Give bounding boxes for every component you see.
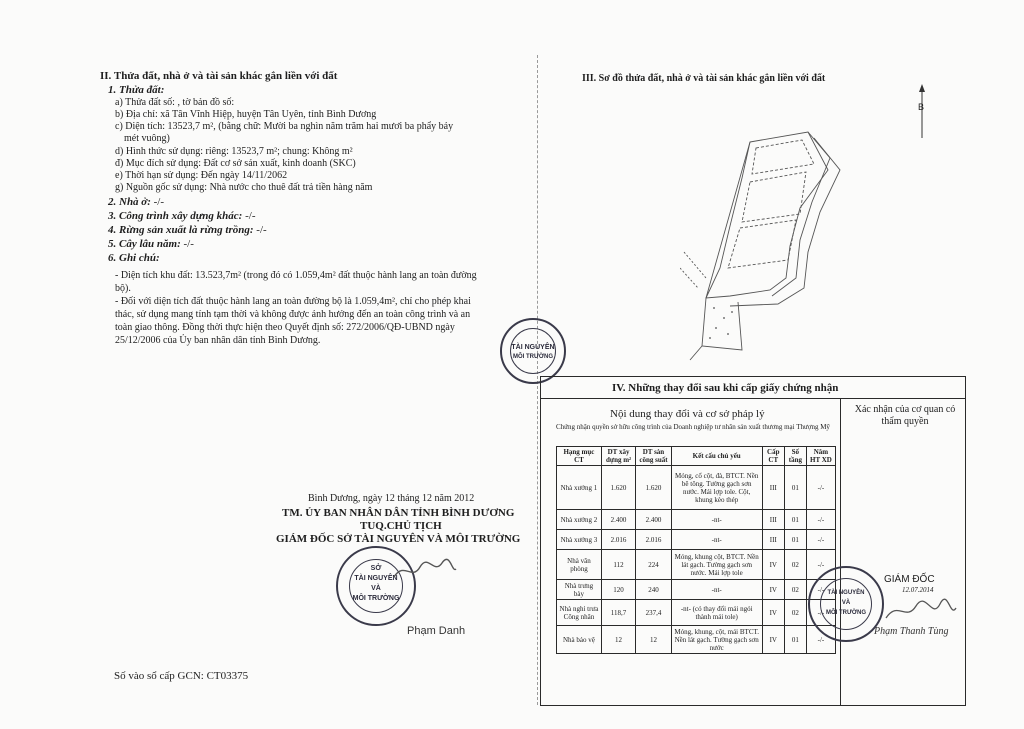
land-line: c) Diện tích: 13523,7 m², (bằng chữ: Mười ba nghìn năm trăm hai mươi ba phẩy bảy [115, 121, 454, 132]
director-date: 12.07.2014 [902, 586, 934, 594]
official-seal-right: TÀI NGUYÊN VÀ MÔI TRƯỜNG [808, 566, 884, 642]
table-header-row [557, 447, 836, 466]
register-number: Số vào sổ cấp GCN: CT03375 [114, 670, 249, 682]
th-floors: Số tầng [784, 447, 806, 466]
director-signer-name: Phạm Thanh Tùng [874, 626, 949, 637]
table-row: Nhà xưởng 2 2.400 2.400 -nt- III 01 -/- [557, 510, 836, 530]
note-line: bộ). [115, 283, 131, 294]
item-notes: 6. Ghi chú: [108, 252, 160, 264]
divider [540, 398, 966, 399]
issue-date: Bình Dương, ngày 12 tháng 12 năm 2012 [308, 493, 475, 504]
note-line: toàn giao thông. Đồng thời thực hiện theo Quyết định số: 272/2006/QĐ-UBND ngày [115, 322, 455, 333]
signer-name-left: Phạm Danh [407, 625, 466, 637]
note-line: - Đối với diện tích đất thuộc hành lang an toàn đường bộ là 1.059,4m², chỉ cho phép khai [115, 296, 471, 307]
table-row: Nhà xưởng 1 1.620 1.620 Móng, cổ cột, đà, BTCT. Nền bê tông. Tường gạch sơn nước. Mái lợp tole. Cột, khung kèo thép III 01 -/- [557, 466, 836, 510]
table-row: Nhà trưng bày 120 240 -nt- IV 02 -/- [557, 580, 836, 600]
note-line: 25/12/2006 của Ủy ban nhân dân tỉnh Bình Dương. [115, 335, 321, 346]
north-arrow-icon [906, 82, 930, 142]
section-iv-title: IV. Những thay đổi sau khi cấp giấy chứng nhận [612, 382, 839, 394]
col-confirm-header: Xác nhận của cơ quan có thẩm quyền [854, 404, 956, 427]
note-line: - Diện tích khu đất: 13.523,7m² (trong đó có 1.059,4m² đất thuộc hành lang an toàn đường [115, 270, 477, 281]
th-build-area: DT xây dựng m² [601, 447, 635, 466]
director-label: GIÁM ĐỐC [884, 574, 935, 585]
construction-table [556, 446, 836, 654]
land-line: e) Thời hạn sử dụng: Đến ngày 14/11/2062 [115, 170, 288, 181]
table-row: Nhà xưởng 3 2.016 2.016 -nt- III 01 -/- [557, 530, 836, 550]
land-line: b) Địa chỉ: xã Tân Vĩnh Hiệp, huyện Tân Uyên, tỉnh Bình Dương [115, 109, 377, 120]
table-row: Nhà nghỉ trưa Công nhân 118,7 237,4 -nt- (có thay đổi mái ngói thành mái tole) IV 02 -/- [557, 600, 836, 626]
official-seal-fold: TÀI NGUYÊN MÔI TRƯỜNG [500, 318, 566, 384]
land-line: g) Nguồn gốc sử dụng: Nhà nước cho thuê đất trả tiền hàng năm [115, 182, 373, 193]
official-seal-left: SỞ TÀI NGUYÊN VÀ MÔI TRƯỜNG [336, 546, 416, 626]
item-other-construction: 3. Công trình xây dựng khác: -/- [108, 210, 256, 222]
land-line: mét vuông) [124, 133, 170, 144]
th-year: Năm HT XD [806, 447, 835, 466]
signature-right [880, 596, 960, 626]
authority-line-2: TUQ.CHỦ TỊCH [360, 520, 442, 532]
land-parcel-heading: 1. Thửa đất: [108, 84, 165, 96]
col-content-header: Nội dung thay đổi và cơ sở pháp lý [610, 408, 765, 420]
column-divider [840, 398, 841, 706]
note-line: thác, sử dụng mang tính tạm thời và không được ảnh hưởng đến an toàn công trình và an [115, 309, 471, 320]
th-structure: Kết cấu chủ yếu [671, 447, 762, 466]
land-line: đ) Mục đích sử dụng: Đất cơ sở sản xuất, kinh doanh (SKC) [115, 158, 356, 169]
th-item: Hạng mục CT [557, 447, 602, 466]
item-perennial-trees: 5. Cây lâu năm: -/- [108, 238, 194, 250]
land-line: d) Hình thức sử dụng: riêng: 13523,7 m²; chung: Không m² [115, 146, 353, 157]
parcel-diagram [680, 128, 860, 370]
certification-note: Chứng nhận quyền sở hữu công trình của Doanh nghiệp tư nhân sản xuất thương mại Thượng Mỹ [556, 423, 830, 431]
th-grade: Cấp CT [762, 447, 784, 466]
authority-line-3: GIÁM ĐỐC SỞ TÀI NGUYÊN VÀ MÔI TRƯỜNG [276, 533, 521, 545]
item-planted-forest: 4. Rừng sản xuất là rừng trồng: -/- [108, 224, 267, 236]
table-row: Nhà văn phòng 112 224 Móng, khung cột, BTCT. Nền lát gạch. Tường gạch sơn nước. Mái lợp tole IV 02 -/- [557, 550, 836, 580]
item-house: 2. Nhà ở: -/- [108, 196, 165, 208]
section-ii-title: II. Thửa đất, nhà ở và tài sản khác gắn liền với đất [100, 70, 338, 82]
section-iii-title: III. Sơ đồ thửa đất, nhà ở và tài sản khác gắn liền với đất [582, 73, 826, 84]
table-row: Nhà bảo vệ 12 12 Móng, khung, cột, mái BTCT. Nền lát gạch. Tường gạch sơn nước IV 01 -/- [557, 626, 836, 654]
north-label: B [918, 102, 925, 112]
authority-line-1: TM. ỦY BAN NHÂN DÂN TỈNH BÌNH DƯƠNG [282, 507, 515, 519]
land-line: a) Thửa đất số: , tờ bản đồ số: [115, 97, 235, 108]
th-floor-area: DT sàn công suất [636, 447, 671, 466]
signature-left [390, 555, 460, 585]
